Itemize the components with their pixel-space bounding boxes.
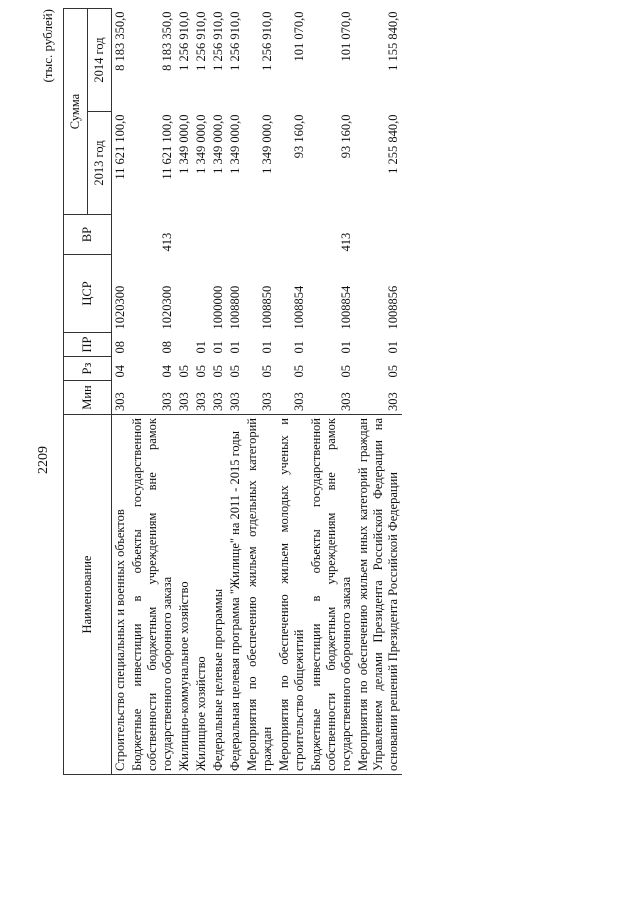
- row-csr: 1008856: [386, 285, 400, 330]
- header-vr: ВР: [64, 215, 112, 255]
- row-rz: 05: [260, 365, 274, 378]
- row-amount-2013: 1 349 000,0: [260, 114, 274, 174]
- row-csr: 1008854: [339, 285, 353, 330]
- row-rz: 05: [292, 365, 306, 378]
- row-amount-2013: 93 160,0: [339, 114, 353, 159]
- row-min: 303: [160, 392, 174, 411]
- row-rz: 05: [386, 365, 400, 378]
- header-name: Наименование: [64, 415, 112, 775]
- row-amount-2014: 1 256 910,0: [194, 11, 208, 71]
- table-row: [308, 9, 355, 775]
- row-amount-2013: 1 349 000,0: [211, 114, 225, 174]
- row-min: 303: [386, 392, 400, 411]
- row-pr: [176, 333, 193, 357]
- row-amount-2014: 101 070,0: [339, 11, 353, 62]
- row-min: 303: [260, 392, 274, 411]
- row-amount-2013: 1 349 000,0: [228, 114, 242, 174]
- row-pr: 01: [386, 341, 400, 354]
- row-amount-2013: 11 621 100,0: [160, 114, 174, 180]
- row-amount-2014: 1 256 910,0: [177, 11, 191, 71]
- row-rz: 05: [339, 365, 353, 378]
- header-2014: 2014 год: [88, 9, 112, 112]
- header-pr: ПР: [64, 333, 112, 357]
- row-vr: [355, 215, 402, 255]
- row-vr: [276, 215, 308, 255]
- row-pr: 08: [160, 341, 174, 354]
- row-pr: 01: [194, 341, 208, 354]
- row-rz: 05: [194, 365, 208, 378]
- table-row: [112, 9, 130, 775]
- row-amount-2014: 101 070,0: [292, 11, 306, 62]
- table-row: [210, 9, 227, 775]
- row-rz: 04: [113, 365, 127, 378]
- row-min: 303: [211, 392, 225, 411]
- row-name: Бюджетные инвестиции в объекты государственной собственности бюджетным учреждениям вне рамок государственного оборонного заказа: [308, 415, 355, 775]
- table-body: [112, 9, 403, 775]
- row-pr: 01: [292, 341, 306, 354]
- row-name: Федеральные целевые программы: [210, 415, 227, 775]
- row-pr: 08: [113, 341, 127, 354]
- header-min: Мин: [64, 381, 112, 415]
- table-header: [64, 9, 112, 775]
- row-csr: [176, 255, 193, 333]
- row-name: Строительство специальных и военных объектов: [112, 415, 130, 775]
- row-csr: 1008800: [228, 285, 242, 330]
- row-amount-2013: 93 160,0: [292, 114, 306, 159]
- row-vr: [112, 215, 130, 255]
- header-rz: Рз: [64, 357, 112, 381]
- row-min: 303: [292, 392, 306, 411]
- table-row: [227, 9, 244, 775]
- row-amount-2014: 1 155 840,0: [386, 11, 400, 71]
- row-name: Мероприятия по обеспечению жильем молодых ученых и строительство общежитий: [276, 415, 308, 775]
- row-vr: 413: [339, 232, 353, 252]
- table-row: [129, 9, 176, 775]
- row-amount-2014: 1 256 910,0: [228, 11, 242, 71]
- table-row: [355, 9, 402, 775]
- row-amount-2014: 1 256 910,0: [211, 11, 225, 71]
- row-vr: [244, 215, 276, 255]
- page-number: 2209: [36, 446, 51, 474]
- row-name: Федеральная целевая программа "Жилище" на 2011 - 2015 годы: [227, 415, 244, 775]
- table-row: [193, 9, 210, 775]
- header-sum: Сумма: [64, 9, 88, 215]
- row-vr: [227, 215, 244, 255]
- row-amount-2014: 1 256 910,0: [260, 11, 274, 71]
- budget-table: [63, 8, 402, 775]
- row-vr: 413: [160, 232, 174, 252]
- row-min: 303: [228, 392, 242, 411]
- row-name: Мероприятия по обеспечению жильем иных категорий граждан Управлением делами Президента Российской Федерации на основании решений Президента Российской Федерации: [355, 415, 402, 775]
- row-csr: 1000000: [211, 285, 225, 330]
- header-2013: 2013 год: [88, 112, 112, 215]
- row-vr: [210, 215, 227, 255]
- row-amount-2014: 8 183 350,0: [160, 11, 174, 71]
- row-amount-2013: 11 621 100,0: [113, 114, 127, 180]
- row-min: 303: [113, 392, 127, 411]
- row-amount-2013: 1 255 840,0: [386, 114, 400, 174]
- row-min: 303: [339, 392, 353, 411]
- row-vr: [176, 215, 193, 255]
- table-row: [244, 9, 276, 775]
- row-pr: 01: [339, 341, 353, 354]
- row-pr: 01: [211, 341, 225, 354]
- row-rz: 05: [228, 365, 242, 378]
- row-csr: 1008850: [260, 285, 274, 330]
- row-amount-2013: 1 349 000,0: [177, 114, 191, 174]
- row-vr: [193, 215, 210, 255]
- header-csr: ЦСР: [64, 255, 112, 333]
- row-pr: 01: [228, 341, 242, 354]
- row-pr: 01: [260, 341, 274, 354]
- units-note: (тыс. рублей): [40, 9, 55, 83]
- row-rz: 05: [211, 365, 225, 378]
- row-amount-2013: 1 349 000,0: [194, 114, 208, 174]
- row-rz: 05: [177, 365, 191, 378]
- row-min: 303: [194, 392, 208, 411]
- row-csr: [193, 255, 210, 333]
- row-name: Бюджетные инвестиции в объекты государственной собственности бюджетным учреждениям вне рамок государственного оборонного заказа: [129, 415, 176, 775]
- row-rz: 04: [160, 365, 174, 378]
- row-name: Мероприятия по обеспечению жильем отдельных категорий граждан: [244, 415, 276, 775]
- table-row: [276, 9, 308, 775]
- row-name: Жилищно-коммунальное хозяйство: [176, 415, 193, 775]
- row-amount-2014: 8 183 350,0: [113, 11, 127, 71]
- row-min: 303: [177, 392, 191, 411]
- row-csr: 1020300: [160, 285, 174, 330]
- row-csr: 1008854: [292, 285, 306, 330]
- row-csr: 1020300: [113, 285, 127, 330]
- table-row: [176, 9, 193, 775]
- row-name: Жилищное хозяйство: [193, 415, 210, 775]
